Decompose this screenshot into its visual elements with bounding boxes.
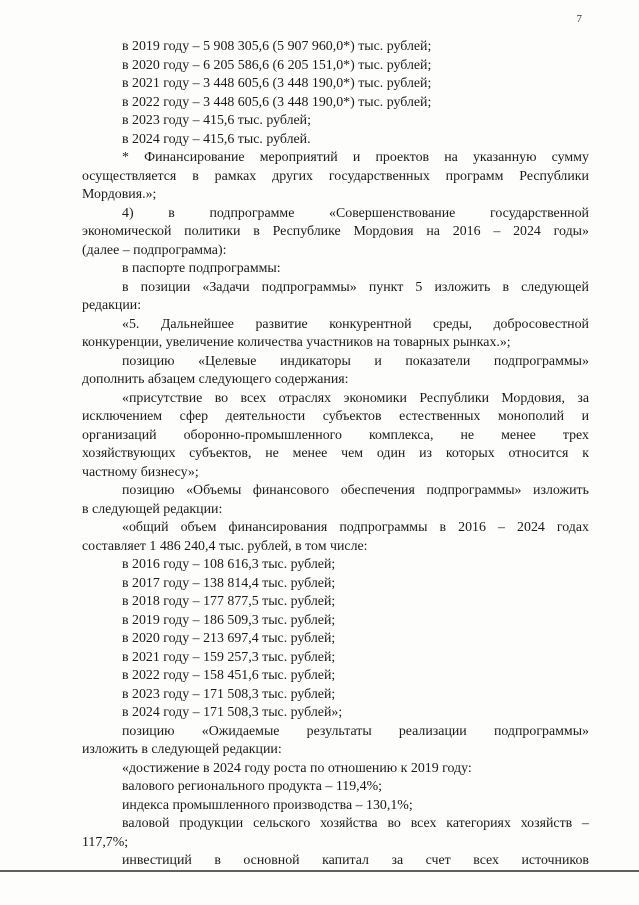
word: конкурентной (329, 316, 412, 332)
word: 2024 (517, 520, 545, 535)
word: – (493, 224, 501, 239)
word: – (498, 520, 505, 535)
word: Дальнейшее (160, 316, 234, 332)
word: во (387, 816, 401, 831)
word: «Объемы (186, 483, 242, 498)
word: развитие (255, 316, 308, 332)
word: исключением (82, 409, 163, 424)
text-line: в 2021 году – 3 448 605,6 (3 448 190,0*) тыс. рублей; (122, 76, 432, 91)
text-line (82, 482, 589, 501)
word: рамках (214, 168, 257, 184)
word: финансирования (228, 520, 328, 535)
text-line: конкуренции, увеличение количества участников на товарных рынках.»; (82, 335, 511, 350)
word: сумму (551, 150, 589, 165)
word: счет (425, 853, 451, 868)
text-line: составляет 1 486 240,4 тыс. рублей, в том числе: (82, 538, 368, 554)
word: не (265, 446, 279, 461)
text-line: в паспорте подпрограммы: (122, 261, 281, 276)
word: мероприятий (259, 150, 338, 165)
word: следующей (521, 279, 589, 295)
text-line: в 2019 году – 186 509,3 тыс. рублей; (122, 612, 336, 628)
word: естественных (399, 409, 481, 424)
word: «Целевые (198, 353, 257, 369)
text-line: «достижение в 2024 году роста по отношению к 2019 году: (122, 760, 472, 776)
word: в (214, 853, 221, 868)
text-line: в 2016 году – 108 616,3 тыс. рублей; (122, 557, 336, 572)
word: реализации (398, 723, 467, 739)
word: позицию (122, 483, 175, 498)
word: Мордовия, (501, 390, 565, 406)
word: Республики (419, 390, 490, 406)
word: «5. (122, 316, 140, 332)
text-line: изложить в следующей редакции: (82, 742, 282, 757)
word: чем (341, 446, 364, 461)
word: «общий (122, 520, 169, 535)
word: сельского (253, 816, 311, 831)
word: – (582, 816, 589, 831)
text-line: в 2020 году – 6 205 586,6 (6 205 151,0*) тыс. рублей; (122, 57, 432, 73)
scan-bottom-edge (0, 870, 639, 872)
text-line: частному бизнесу»; (82, 464, 199, 480)
word: государственных (328, 168, 430, 184)
word: позицию (122, 723, 175, 739)
word: «присутствие (122, 390, 203, 406)
text-line (82, 353, 589, 372)
text-line (82, 390, 589, 409)
text-line: в следующей редакции: (82, 501, 223, 517)
word: экономики (343, 390, 407, 406)
word: из (419, 446, 433, 461)
word: 2016 (458, 520, 486, 535)
word: «Задачи (202, 279, 250, 295)
text-line: в 2023 году – 171 508,3 тыс. рублей; (122, 686, 336, 702)
word: 2016 (452, 224, 481, 239)
text-line: Мордовия.»; (82, 187, 157, 202)
text-line (82, 316, 589, 335)
word: 4) (122, 205, 134, 221)
word: политики (184, 224, 241, 239)
text-line: редакции: (82, 298, 142, 313)
word: указанную (472, 150, 537, 165)
word: во (214, 390, 229, 406)
text-line: в 2024 году – 171 508,3 тыс. рублей»; (122, 705, 343, 720)
text-line: дополнить абзацем следующего содержания: (82, 372, 349, 387)
word: экономической (82, 224, 172, 239)
word: не (460, 427, 475, 443)
word: обеспечения (340, 483, 415, 498)
text-line (82, 168, 589, 187)
word: в (192, 168, 199, 184)
text-line: 117,7%; (82, 834, 129, 850)
word: объем (180, 520, 217, 535)
word: «Совершенствование (329, 205, 456, 221)
word: и (352, 150, 361, 165)
word: позиции (140, 279, 191, 295)
word: которых (445, 446, 495, 461)
word: в (122, 279, 129, 295)
word: других (272, 168, 313, 184)
word: на (444, 150, 458, 165)
text-line: индекса промышленного производства – 130,1%; (122, 797, 413, 813)
word: показатели (405, 353, 471, 369)
word: «Ожидаемые (201, 723, 280, 739)
word: за (391, 853, 404, 868)
text-line: в 2021 году – 159 257,3 тыс. рублей; (122, 649, 336, 665)
word: финансового (252, 483, 330, 498)
word: Республики (519, 168, 589, 184)
word: среды, (433, 316, 472, 332)
text-line: в 2024 году – 415,6 тыс. рублей. (122, 131, 311, 147)
word: Финансирование (144, 150, 245, 165)
document-body (82, 38, 589, 871)
word: пункт (368, 279, 404, 295)
text-line (82, 408, 589, 427)
word: подпрограммы (339, 520, 428, 535)
word: программ (445, 168, 504, 184)
word: к (582, 446, 589, 461)
word: капитал (322, 853, 369, 868)
word: источников (521, 853, 589, 868)
text-line (82, 427, 589, 446)
word: в (439, 520, 447, 535)
text-line (82, 223, 589, 242)
word: осуществляется (82, 168, 177, 184)
word: сфер (179, 409, 209, 424)
word: всех (473, 853, 499, 868)
word: менее (501, 427, 536, 443)
word: годах (556, 520, 589, 535)
word: на (426, 224, 440, 239)
word: подпрограммы» (493, 353, 589, 369)
word: монополий (497, 409, 565, 424)
text-line (82, 519, 589, 538)
word: проектов (375, 150, 430, 165)
text-line: в 2017 году – 138 814,4 тыс. рублей; (122, 575, 336, 591)
word: относится (508, 446, 569, 461)
text-line (82, 149, 589, 168)
text-line (82, 445, 589, 464)
word: оборонно-промышленного (183, 427, 342, 443)
word: деятельности (225, 409, 306, 424)
text-line: в 2023 году – 415,6 тыс. рублей; (122, 113, 311, 128)
word: изложить (533, 483, 589, 498)
word: подпрограммы» (493, 723, 589, 739)
word: подпрограммы» (426, 483, 522, 498)
word: Республике (272, 224, 341, 239)
word: в (253, 224, 260, 239)
word: субъектов (322, 409, 382, 424)
word: валовой (122, 816, 170, 831)
word: всех (240, 390, 267, 406)
word: хозяйства (320, 816, 378, 831)
page-number: 7 (576, 13, 582, 25)
text-line: в 2019 году – 5 908 305,6 (5 907 960,0*) тыс. рублей; (122, 39, 432, 54)
word: комплекса, (369, 427, 434, 443)
text-line (82, 205, 589, 224)
word: в (502, 279, 510, 295)
word: хозяйств (520, 816, 573, 831)
word: 5 (415, 279, 423, 295)
text-line: валового регионального продукта – 119,4%; (122, 779, 383, 794)
word: трех (562, 427, 589, 443)
text-line (82, 815, 589, 834)
text-line: в 2018 году – 177 877,5 тыс. рублей; (122, 594, 336, 609)
word: отраслях (278, 390, 332, 406)
word: индикаторы (279, 353, 351, 369)
word: Мордовия (353, 224, 414, 239)
word: категориях (446, 816, 511, 831)
text-line (82, 852, 589, 871)
word: и (374, 353, 382, 369)
word: и (581, 409, 589, 424)
word: подпрограмме (209, 205, 295, 221)
text-line: в 2022 году – 3 448 605,6 (3 448 190,0*) тыс. рублей; (122, 94, 432, 110)
word: всех (410, 816, 437, 831)
word: продукции (179, 816, 244, 831)
text-line: (далее – подпрограмма): (82, 242, 227, 258)
word: за (577, 390, 589, 406)
text-line (82, 279, 589, 298)
word: основной (243, 853, 300, 868)
word: результаты (306, 723, 372, 739)
word: добросовестной (493, 316, 589, 332)
word: годы» (553, 224, 589, 239)
word: подпрограммы» (261, 279, 357, 295)
word: 2024 (513, 224, 541, 239)
word: инвестиций (122, 853, 192, 868)
word: субъектов, (189, 446, 252, 461)
word: изложить (434, 279, 491, 295)
text-line: в 2020 году – 213 697,4 тыс. рублей; (122, 631, 336, 646)
word: * (122, 150, 129, 165)
text-line (82, 723, 589, 742)
word: менее (292, 446, 328, 461)
word: организаций (82, 427, 157, 443)
word: позицию (122, 353, 175, 369)
text-line: в 2022 году – 158 451,6 тыс. рублей; (122, 668, 336, 683)
word: хозяйствующих (82, 446, 176, 461)
word: один (376, 446, 406, 461)
word: в (168, 205, 175, 221)
word: государственной (489, 205, 589, 221)
